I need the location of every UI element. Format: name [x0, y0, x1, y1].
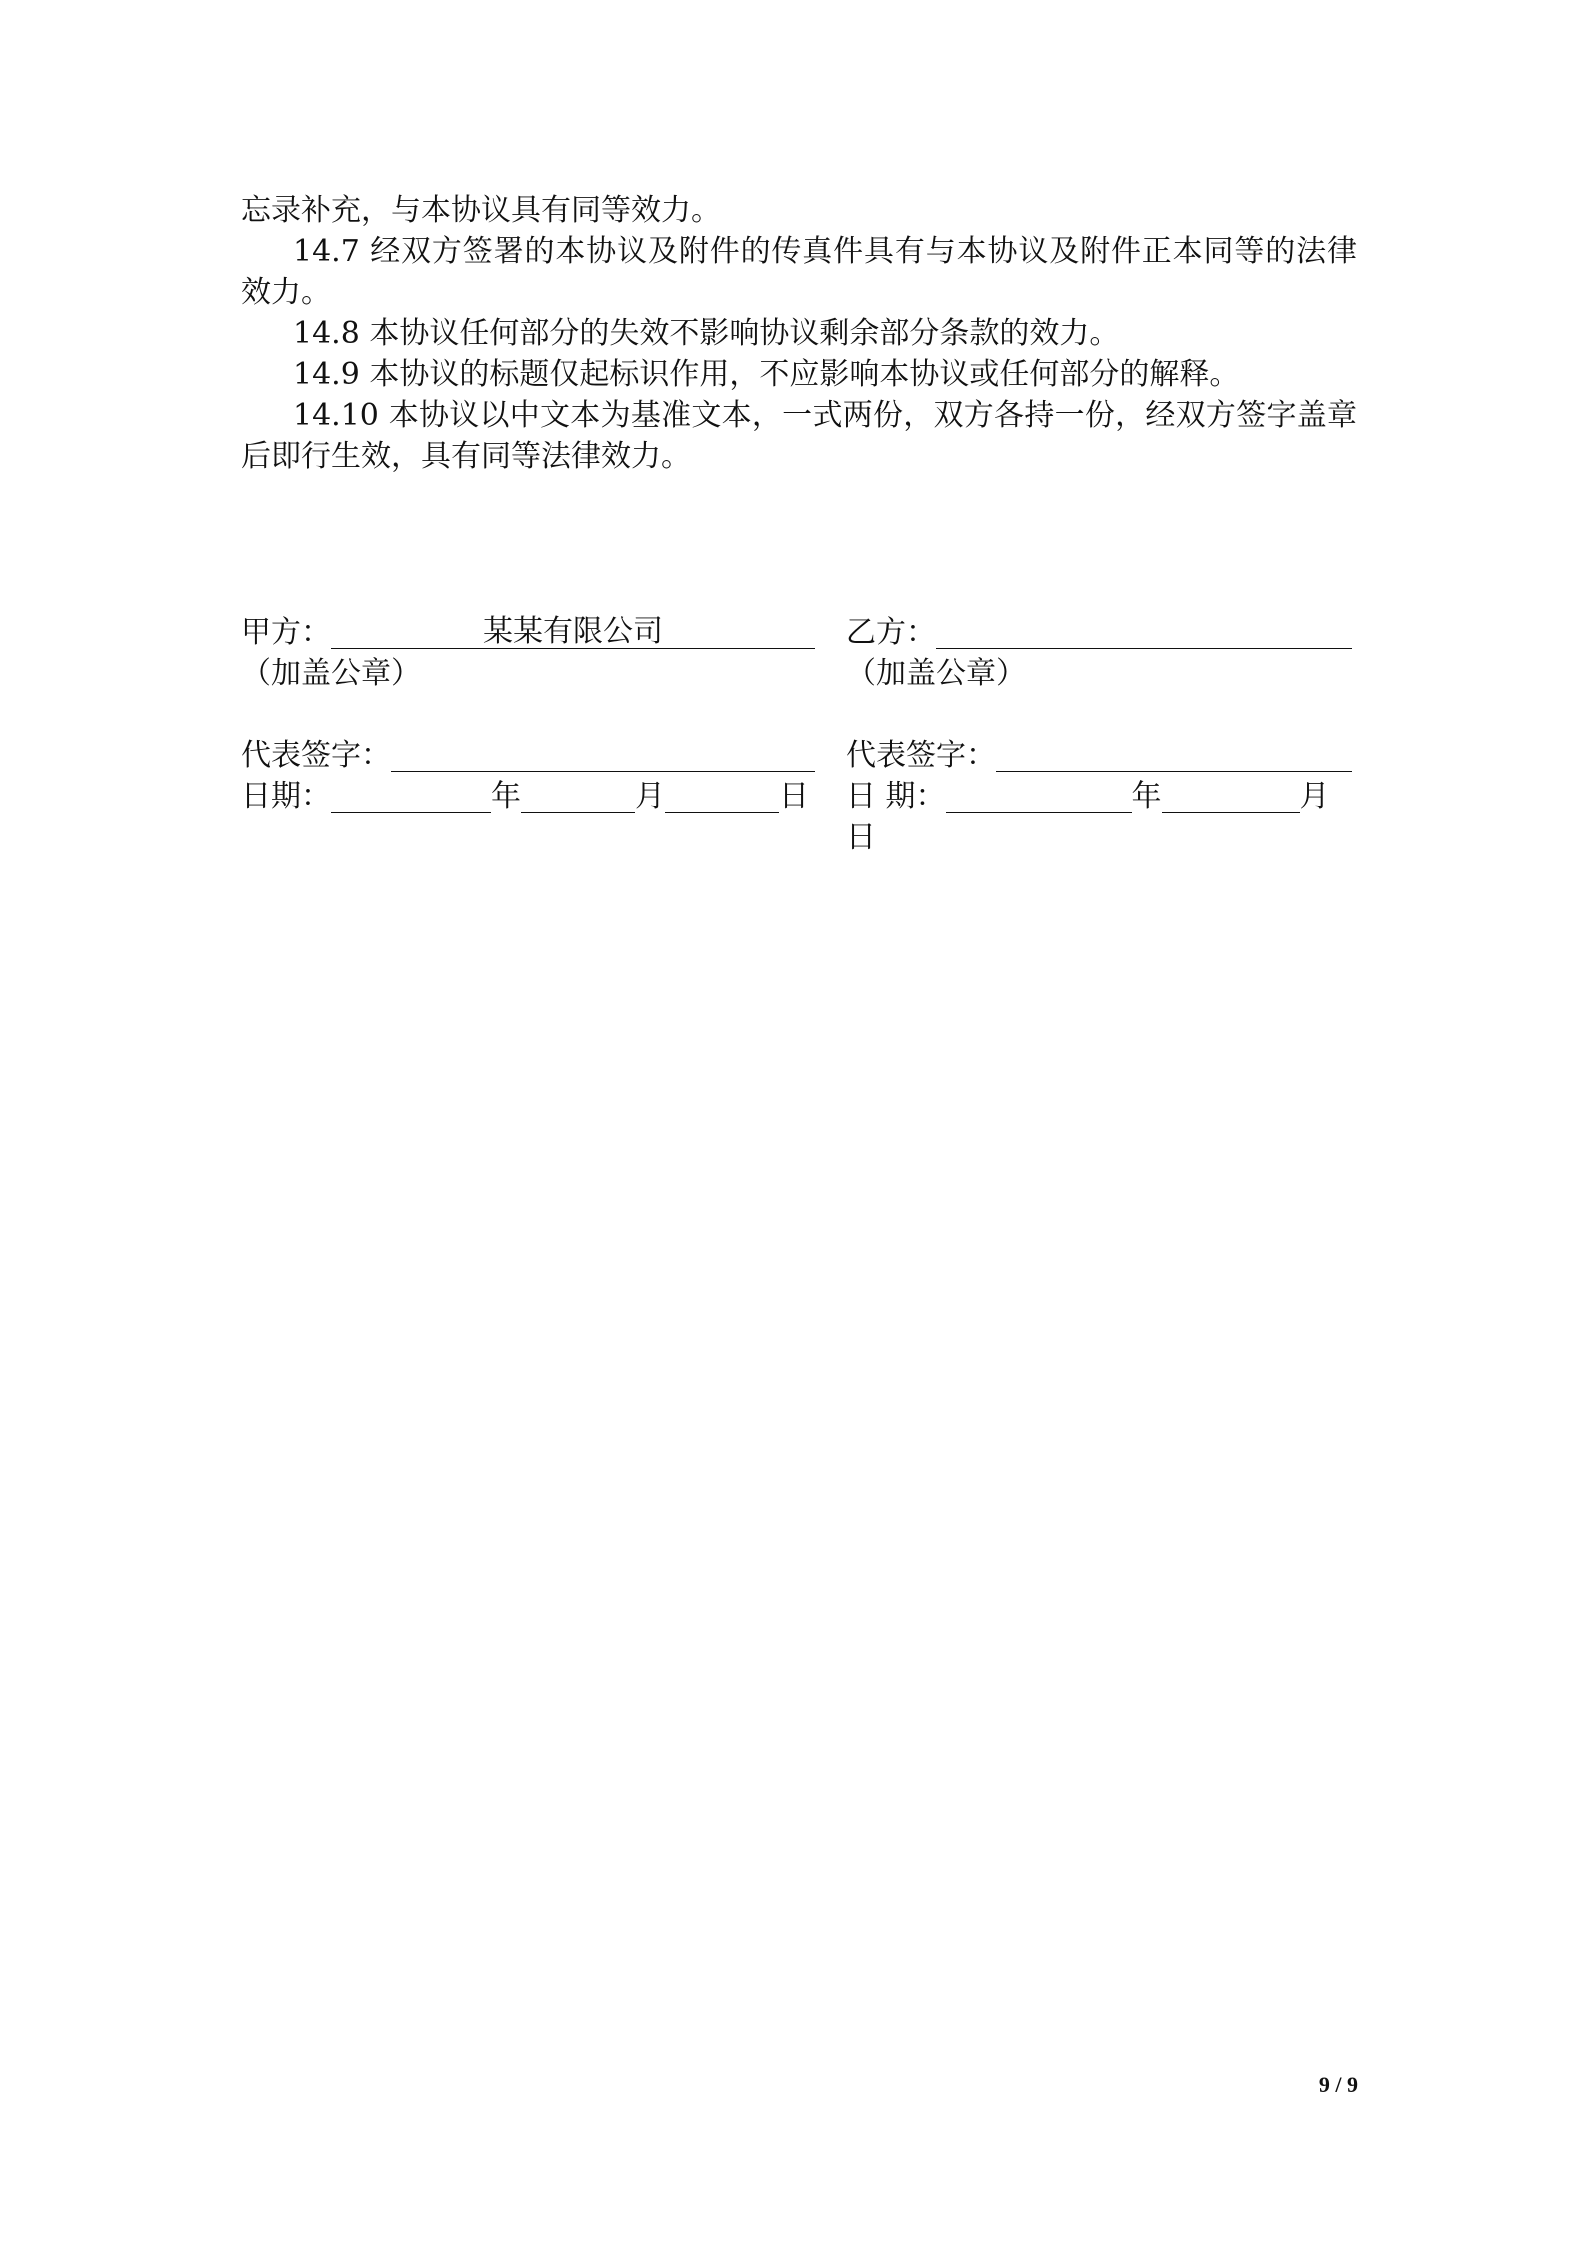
party-a-rep-line — [391, 737, 815, 772]
party-b-date-label: 日 期： — [846, 779, 946, 814]
party-b-rep-row — [846, 735, 1358, 776]
paragraph-continuation: 忘录补充，与本协议具有同等效力。 — [241, 193, 721, 228]
page-number: 9 / 9 — [1318, 2072, 1358, 2097]
party-a-year-label: 年 — [491, 779, 521, 814]
party-b-name-row — [846, 612, 1358, 653]
party-b-seal-note: （加盖公章） — [846, 656, 1026, 691]
party-a-rep-label: 代表签字： — [241, 738, 391, 773]
party-a-seal-note: （加盖公章） — [241, 656, 421, 691]
party-b-rep-line — [996, 737, 1352, 772]
party-b-year-label: 年 — [1131, 779, 1162, 814]
party-a-name-row — [241, 612, 821, 653]
clause-14-10: 14.10 本协议以中文本为基准文本，一式两份，双方各持一份，经双方签字盖章后即行生效，具有同等法律效力。 — [241, 398, 1357, 474]
party-a-month-label: 月 — [635, 779, 665, 814]
party-b-day-label: 日 — [846, 820, 876, 855]
party-a-date-row — [241, 776, 821, 817]
agreement-text — [241, 190, 1357, 477]
party-a-month-line — [521, 778, 635, 813]
party-a-day-line — [665, 778, 779, 813]
party-a-year-line — [331, 778, 491, 813]
clause-14-8: 14.8 本协议任何部分的失效不影响协议剩余部分条款的效力。 — [293, 316, 1120, 351]
party-a-label: 甲方： — [241, 615, 331, 650]
party-b-name-line — [936, 614, 1352, 649]
spacer — [846, 694, 1358, 735]
party-b-label: 乙方： — [846, 615, 936, 650]
clause-14-7: 14.7 经双方签署的本协议及附件的传真件具有与本协议及附件正本同等的法律效力。 — [241, 234, 1357, 310]
party-a-rep-row — [241, 735, 821, 776]
clause-14-9: 14.9 本协议的标题仅起标识作用，不应影响本协议或任何部分的解释。 — [293, 357, 1240, 392]
spacer — [241, 694, 821, 735]
party-b-signature-block — [846, 612, 1358, 858]
party-a-date-label: 日期： — [241, 779, 331, 814]
party-b-rep-label: 代表签字： — [846, 738, 996, 773]
party-b-month-label: 月 — [1299, 779, 1330, 814]
party-a-day-label: 日 — [779, 779, 809, 814]
party-a-name-field — [331, 614, 815, 649]
party-b-month-line — [1162, 778, 1300, 813]
party-b-date-row — [846, 776, 1358, 817]
party-a-name: 某某有限公司 — [483, 614, 663, 649]
party-a-signature-block — [241, 612, 821, 817]
party-b-year-line — [946, 778, 1132, 813]
